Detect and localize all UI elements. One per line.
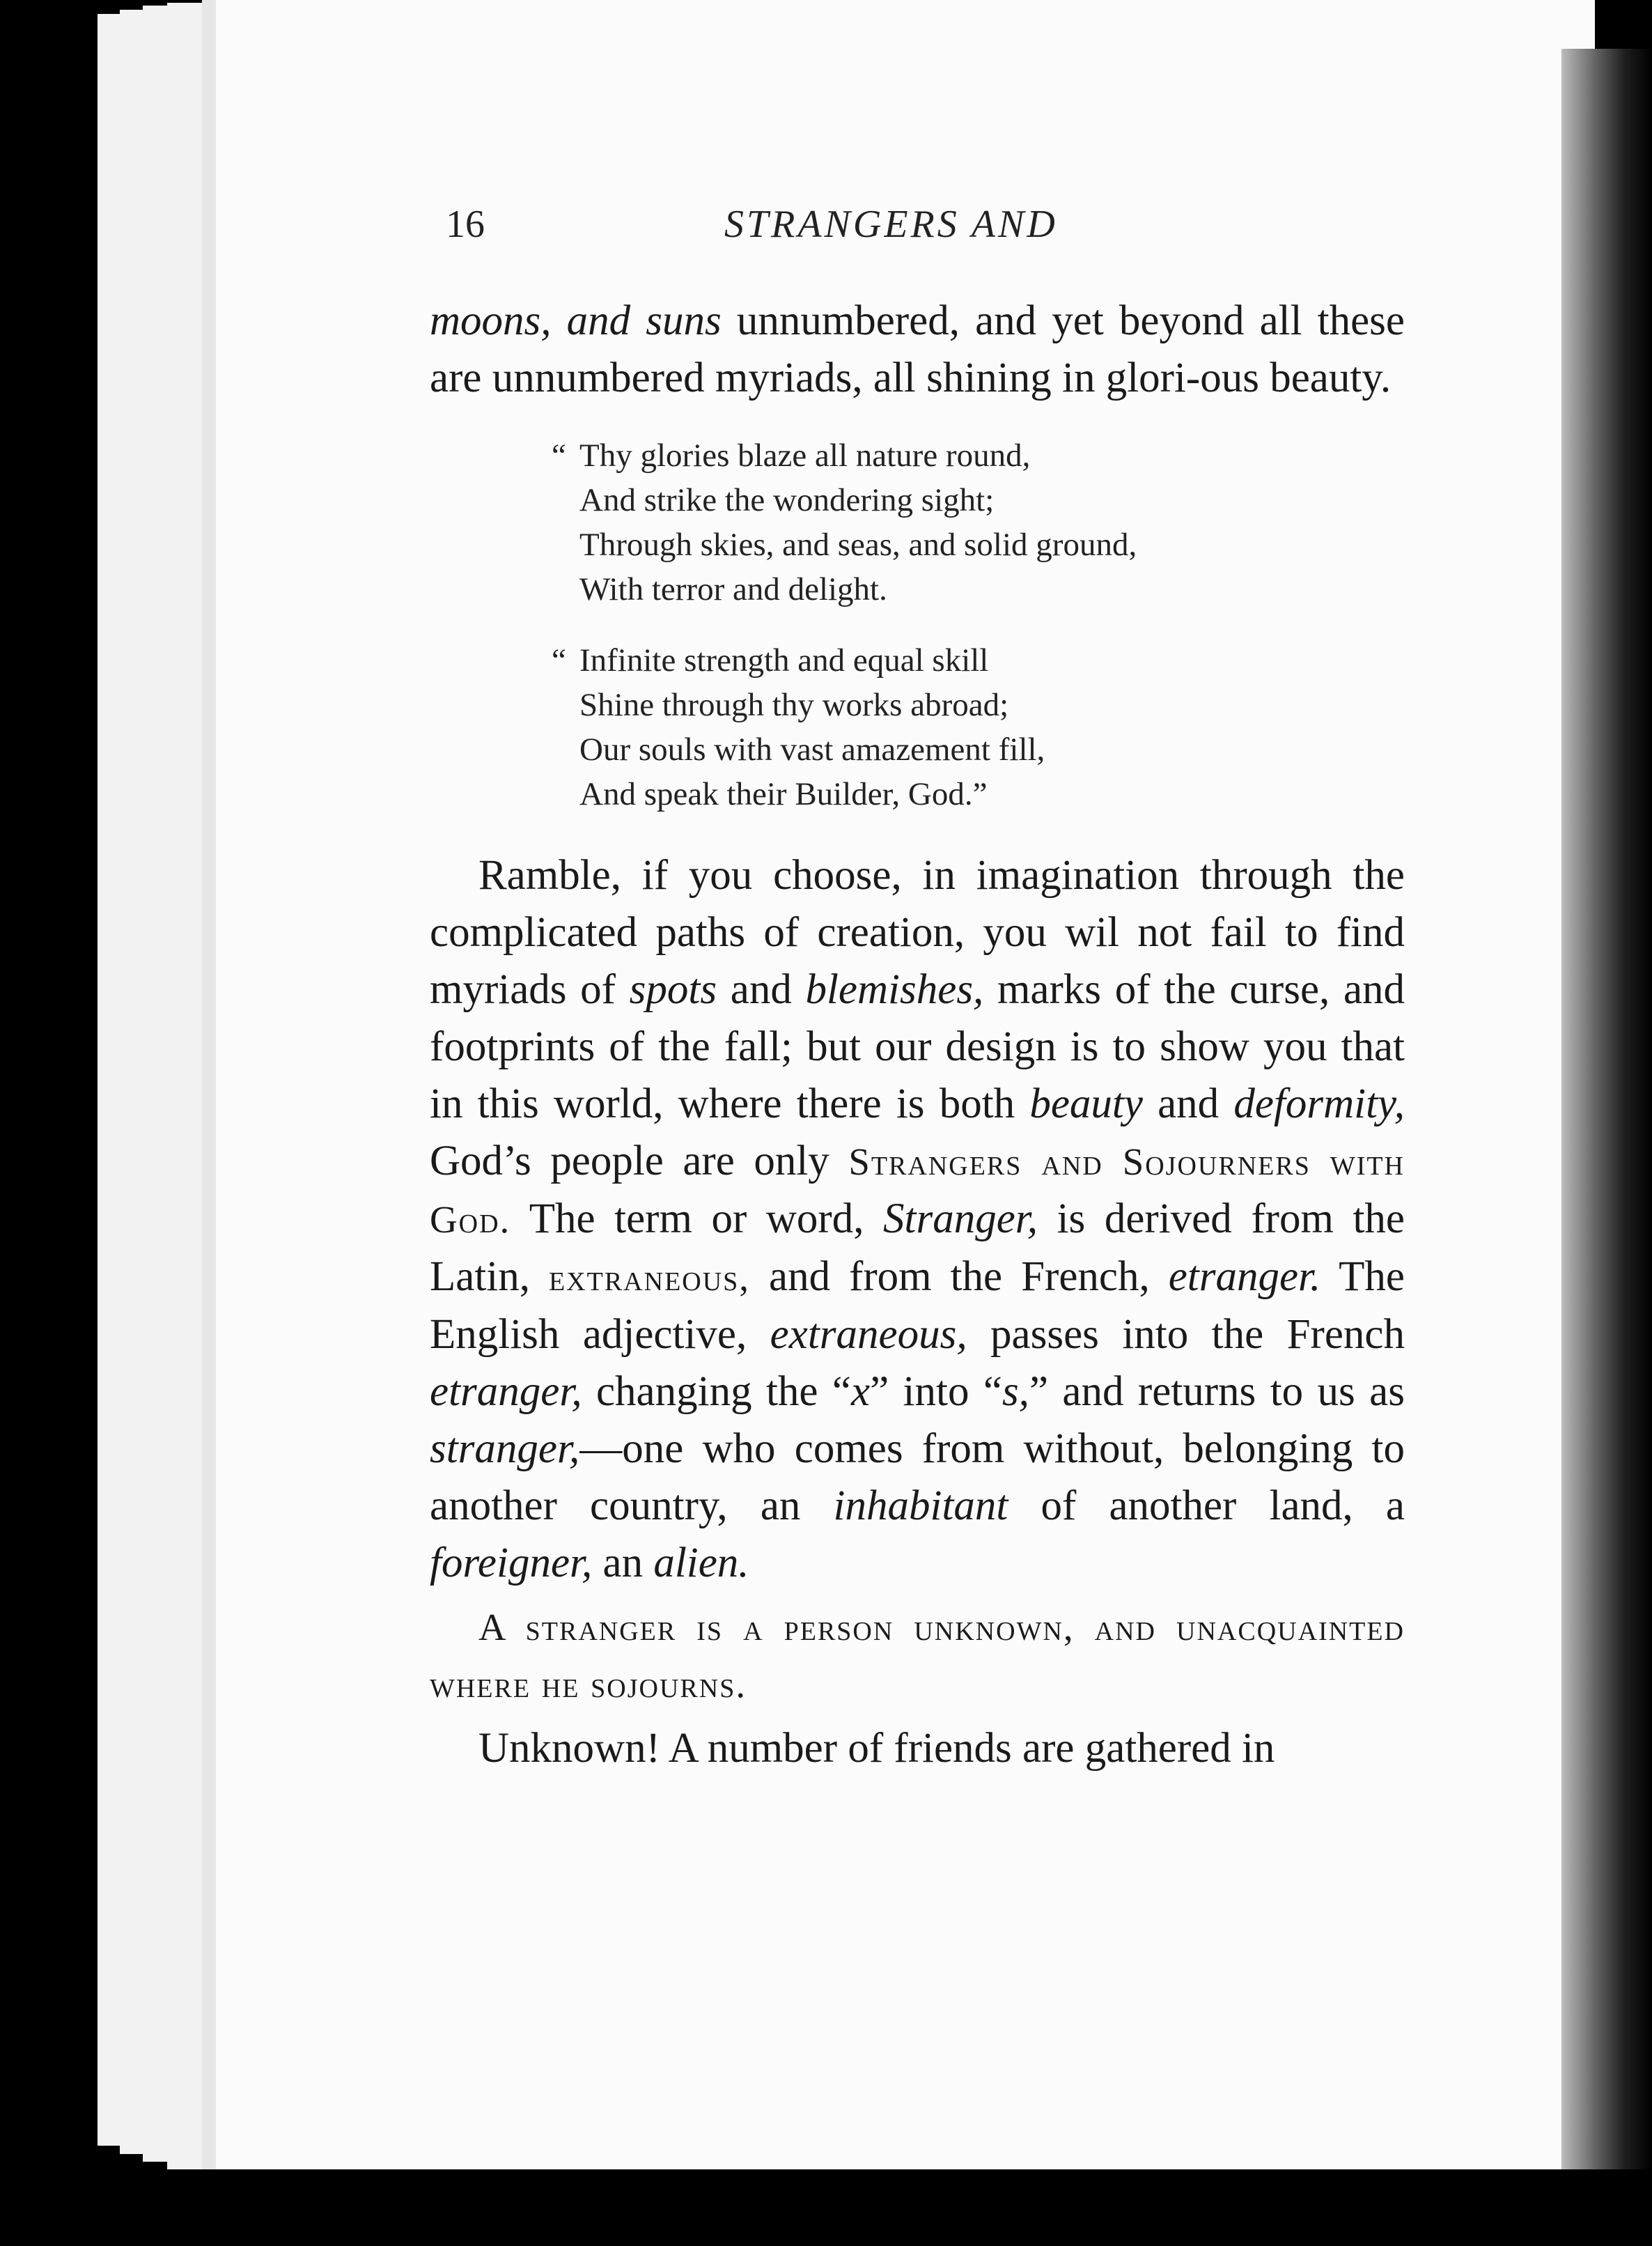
text-run: Ramble, if you choose, in imagination through the complicated paths of creation, you wil not fail to find myriads of (430, 852, 1405, 1013)
italic-text: Stranger, (883, 1195, 1038, 1242)
poem-line: Through skies, and seas, and solid ground, (579, 527, 1137, 563)
running-head (446, 202, 1407, 265)
page-gutter-shadow (1561, 49, 1652, 2229)
text-run: ” into “ (870, 1368, 1002, 1415)
italic-text: stranger, (430, 1425, 580, 1472)
italic-text: moons, and suns (430, 297, 722, 344)
text-run: is derived from the Latin, (430, 1195, 1405, 1300)
text-run: an (592, 1540, 654, 1586)
paragraph: Unknown! A number of friends are gathered in (478, 1725, 1275, 1772)
paragraph-continued (430, 293, 1405, 407)
italic-text: alien. (653, 1540, 749, 1586)
text-run: The English adjective, (430, 1253, 1405, 1358)
poem-line: Shine through thy works abroad; (579, 687, 1009, 723)
italic-text: extraneous, (770, 1311, 967, 1358)
italic-text: etranger, (430, 1368, 582, 1415)
italic-text: beauty (1029, 1081, 1143, 1127)
open-quote: “ (552, 642, 566, 679)
poem-line: And strike the wondering sight; (579, 482, 995, 518)
poem-line (552, 638, 1405, 683)
open-quote: “ (552, 437, 566, 474)
body-text (430, 293, 1405, 1777)
running-title: STRANGERS AND (724, 203, 1058, 246)
text-run: passes into the French (967, 1311, 1405, 1358)
text-run: ” and returns to us as (1029, 1368, 1405, 1415)
poem-line-text: Thy glories blaze all nature round, (579, 437, 1031, 474)
text-run: and (717, 966, 806, 1013)
text-run: marks of the curse, and footprints of the fall; but our design is to show you that in this world, where there is both (430, 966, 1405, 1127)
poem-stanza (552, 638, 1405, 816)
text-run: —one who comes from without, belonging to another country, an (430, 1425, 1405, 1529)
paragraph-small-caps: A stranger is a person unknown, and unacquainted where he sojourns. (430, 1606, 1405, 1705)
poem-quotation (552, 433, 1405, 816)
small-caps-text: extraneous, (548, 1256, 751, 1299)
poem-line: Our souls with vast amazement fill, (579, 731, 1045, 768)
text-run: The term or word, (511, 1195, 884, 1242)
italic-text: blemishes, (805, 966, 984, 1013)
italic-text: x (851, 1368, 871, 1415)
text-run: God’s people are only (430, 1138, 849, 1184)
poem-line: With terror and delight. (579, 571, 887, 607)
poem-stanza (552, 433, 1405, 612)
italic-text: deformity, (1233, 1081, 1405, 1127)
poem-line (552, 433, 1405, 478)
text-run: and (1142, 1081, 1234, 1127)
italic-text: s, (1002, 1368, 1029, 1415)
page-number: 16 (446, 203, 485, 246)
text-run: unnumbered, and yet beyond all these are unnumbered myriads, all shining in glori-ous beauty. (430, 297, 1405, 401)
poem-line-text: Infinite strength and equal skill (579, 642, 989, 679)
small-caps-text: Strangers and Sojourners with God. (430, 1140, 1405, 1241)
scan-border (0, 2169, 1652, 2246)
paragraph (430, 847, 1405, 1592)
italic-text: spots (629, 966, 717, 1013)
italic-text: etranger. (1168, 1253, 1321, 1300)
text-run: of another land, a (1008, 1482, 1405, 1529)
italic-text: inhabitant (833, 1482, 1008, 1529)
italic-text: foreigner, (430, 1540, 593, 1586)
poem-line: And speak their Builder, God.” (579, 776, 988, 812)
text-run: changing the “ (582, 1368, 851, 1415)
text-run: and from the French, (750, 1253, 1169, 1300)
